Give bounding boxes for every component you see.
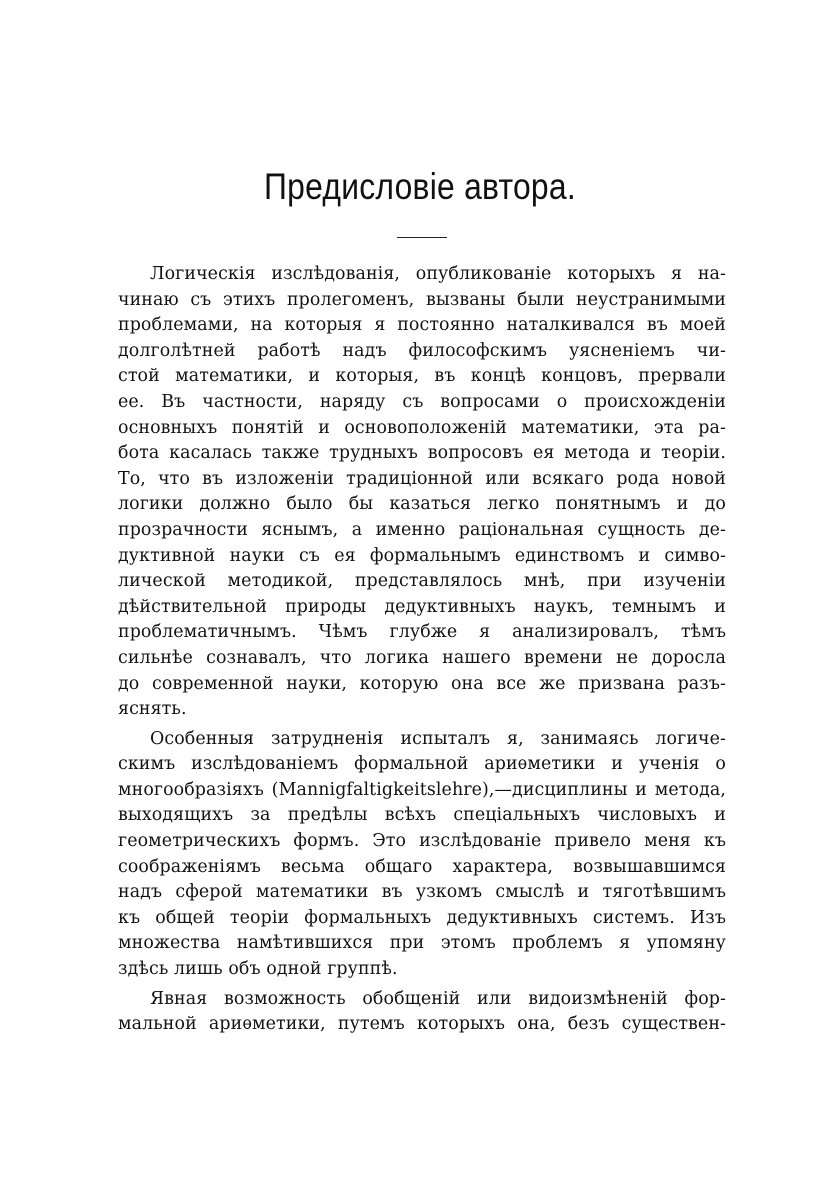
text-line: стой математики, и которыя, въ концѣ концовъ, прервали	[118, 366, 726, 387]
text-line: многообразіяхъ (Mannigfaltigkeitslehre),—дисциплины и метода,	[118, 779, 726, 800]
text-line: лической методикой, представлялось мнѣ, при изученіи	[118, 571, 726, 592]
paragraph-3	[118, 987, 726, 1038]
page-title: Предисловіе автора.	[264, 166, 576, 207]
title-divider	[397, 237, 447, 238]
text-line: ее. Въ частности, наряду съ вопросами о происхожденіи	[118, 391, 726, 412]
text-line: яснять.	[118, 699, 187, 720]
text-line: дуктивной науки съ ея формальнымъ единствомъ и симво-	[118, 545, 726, 566]
paragraph-1	[118, 262, 726, 723]
text-line: долголѣтней работѣ надъ философскимъ уясненіемъ чи-	[118, 340, 726, 361]
text-line: скимъ изслѣдованіемъ формальной ариѳметики и ученія о	[118, 754, 726, 775]
text-line: геометрическихъ формъ. Это изслѣдованіе привело меня къ	[118, 831, 726, 852]
text-line: бота касалась также трудныхъ вопросовъ ея метода и теоріи.	[118, 443, 726, 464]
text-line: къ общей теоріи формальныхъ дедуктивныхъ системъ. Изъ	[118, 907, 726, 928]
text-line: основныхъ понятій и основоположеній математики, эта ра-	[118, 417, 726, 438]
text-line: соображеніямъ весьма общаго характера, возвышавшимся	[118, 856, 726, 877]
text-line: Явная возможность обобщеній или видоизмѣненій фор-	[150, 988, 726, 1009]
text-line: То, что въ изложеніи традиціонной или всякаго рода новой	[118, 468, 726, 489]
text-line: до современной науки, которую она все же призвана разъ-	[118, 673, 726, 694]
text-line: сильнѣе сознавалъ, что логика нашего времени не доросла	[118, 647, 726, 668]
text-line: множества намѣтившихся при этомъ проблемъ я упомяну	[118, 933, 726, 954]
text-line: дѣйствительной природы дедуктивныхъ наукъ, темнымъ и	[118, 596, 726, 617]
text-line: выходящихъ за предѣлы всѣхъ спеціальныхъ числовыхъ и	[118, 805, 726, 826]
text-line: логики должно было бы казаться легко понятнымъ и до	[118, 494, 726, 515]
text-line: мальной ариѳметики, путемъ которыхъ она, безъ существен-	[118, 1014, 726, 1035]
text-line: здѣсь лишь объ одной группѣ.	[118, 959, 398, 980]
text-line: надъ сферой математики въ узкомъ смыслѣ и тяготѣвшимъ	[118, 882, 726, 903]
text-line: проблематичнымъ. Чѣмъ глубже я анализировалъ, тѣмъ	[118, 622, 726, 643]
text-line: проблемами, на которыя я постоянно наталкивался въ моей	[118, 315, 726, 336]
paragraph-2	[118, 727, 726, 983]
text-line: Особенныя затрудненія испыталъ я, занимаясь логиче-	[150, 728, 726, 749]
preface-text	[118, 262, 726, 1038]
text-line: Логическія изслѣдованія, опубликованіе которыхъ я на-	[150, 264, 726, 284]
text-line: чинаю съ этихъ пролегоменъ, вызваны были неустранимыми	[118, 289, 726, 310]
text-line: прозрачности яснымъ, а именно раціональная сущность де-	[118, 519, 726, 540]
